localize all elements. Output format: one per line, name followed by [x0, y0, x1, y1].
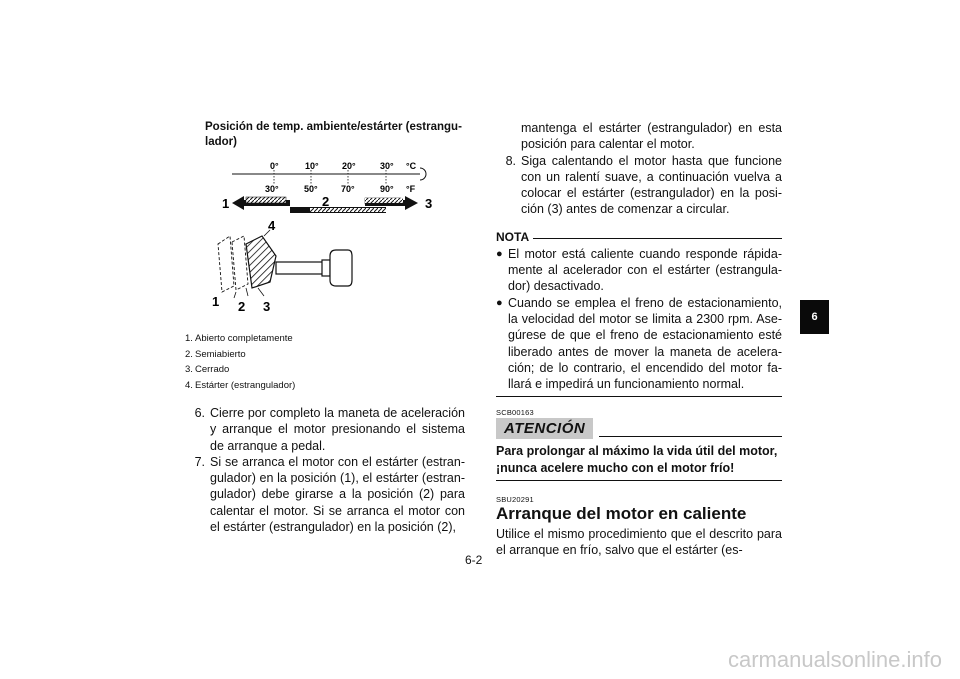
celsius-label: 30°: [380, 161, 394, 171]
temperature-scale: [232, 161, 426, 194]
part-label-1: 1: [212, 294, 220, 309]
legend-item: 4. Estárter (estrangulador): [185, 379, 296, 391]
bullet-icon: ●: [496, 247, 503, 260]
atencion-header: [496, 418, 782, 439]
celsius-label: 10°: [305, 161, 319, 171]
watermark: carmanualsonline.info: [727, 647, 942, 672]
step-item: 7. Si se arranca el motor con el estárter (estran-gulador) en la posición (1), el estárter (estran-gulador) debe girarse a la posición (2) para calentar el motor. Si se arranca el motor con el estárter (estrangulador) en la posición (2),: [194, 454, 465, 535]
arrow-label-1: 1: [222, 196, 230, 211]
figure-legend: [185, 331, 465, 393]
steps-left: [185, 405, 465, 535]
page-number: 6-2: [465, 553, 483, 567]
fahrenheit-unit: °F: [406, 184, 416, 194]
choke-diagram: [210, 156, 460, 321]
choke-diagram-svg: [210, 156, 460, 321]
nota-header: [496, 230, 782, 244]
celsius-label: 20°: [342, 161, 356, 171]
atencion-text: Para prolongar al máximo la vida útil del motor, ¡nunca acelere mucho con el motor frío!: [496, 444, 778, 475]
nota-rule: [533, 238, 782, 239]
step-item: 8. Siga calentando el motor hasta que funcione con un ralentí suave, a continuación vuelva a colocar el estárter (estrangulador) en la posi-ción (3) antes de comenzar a circular.: [505, 153, 782, 217]
celsius-unit: °C: [406, 161, 417, 171]
bullet-icon: ●: [496, 296, 503, 309]
arrow-label-2: 2: [322, 194, 330, 209]
nota-end-rule: [496, 396, 782, 397]
atencion-code: SCB00163: [496, 408, 534, 418]
step-item: mantenga el estárter (estrangulador) en esta posición para calentar el motor.: [521, 121, 782, 152]
step-item: 6. Cierre por completo la maneta de aceleración y arranque el motor presionando el sistema de arranque a pedal.: [194, 406, 465, 453]
fahrenheit-label: 30°: [265, 184, 279, 194]
section-title: Arranque del motor en caliente: [496, 504, 747, 524]
legend-item: 2. Semiabierto: [185, 348, 246, 360]
chapter-tab: 6: [800, 300, 829, 334]
left-column: [185, 120, 465, 535]
choke-lever-drawing: [212, 218, 352, 314]
part-label-3: 3: [263, 299, 271, 314]
atencion-title: ATENCIÓN: [496, 418, 593, 439]
part-label-2: 2: [238, 299, 246, 314]
nota-bullets: [496, 246, 782, 393]
fahrenheit-label: 70°: [341, 184, 355, 194]
celsius-label: 0°: [270, 161, 279, 171]
position-arrows: [222, 194, 432, 213]
figure-caption: Posición de temp. ambiente/estárter (estrangu- lador): [205, 121, 462, 148]
nota-bullet: ● Cuando se emplea el freno de estacionamiento, la velocidad del motor se limita a 2300 rpm. Ase-gúrese de que el freno de estacionamiento esté liberado antes de mover la maneta de acelera-ción; de lo contrario, el encendido del motor fa-llará e impedirá un funcionamiento normal.: [496, 295, 782, 392]
atencion-end-rule: [496, 480, 782, 481]
atencion-rule: [599, 436, 782, 437]
section-code: SBU20291: [496, 495, 534, 505]
fahrenheit-label: 90°: [380, 184, 394, 194]
legend-item: 1. Abierto completamente: [185, 333, 293, 344]
right-column: [496, 120, 782, 559]
fahrenheit-label: 50°: [304, 184, 318, 194]
nota-title: NOTA: [496, 229, 530, 244]
section-body: Utilice el mismo procedimiento que el descrito para el arranque en frío, salvo que el estárter (es-: [496, 527, 782, 558]
nota-bullet: ● El motor está caliente cuando responde rápida-mente al acelerador con el estárter (estrangula-dor) desactivado.: [496, 246, 782, 294]
arrow-label-3: 3: [425, 196, 433, 211]
part-label-4: 4: [268, 218, 276, 233]
steps-right: [496, 120, 782, 218]
legend-item: 3. Cerrado: [185, 364, 230, 375]
